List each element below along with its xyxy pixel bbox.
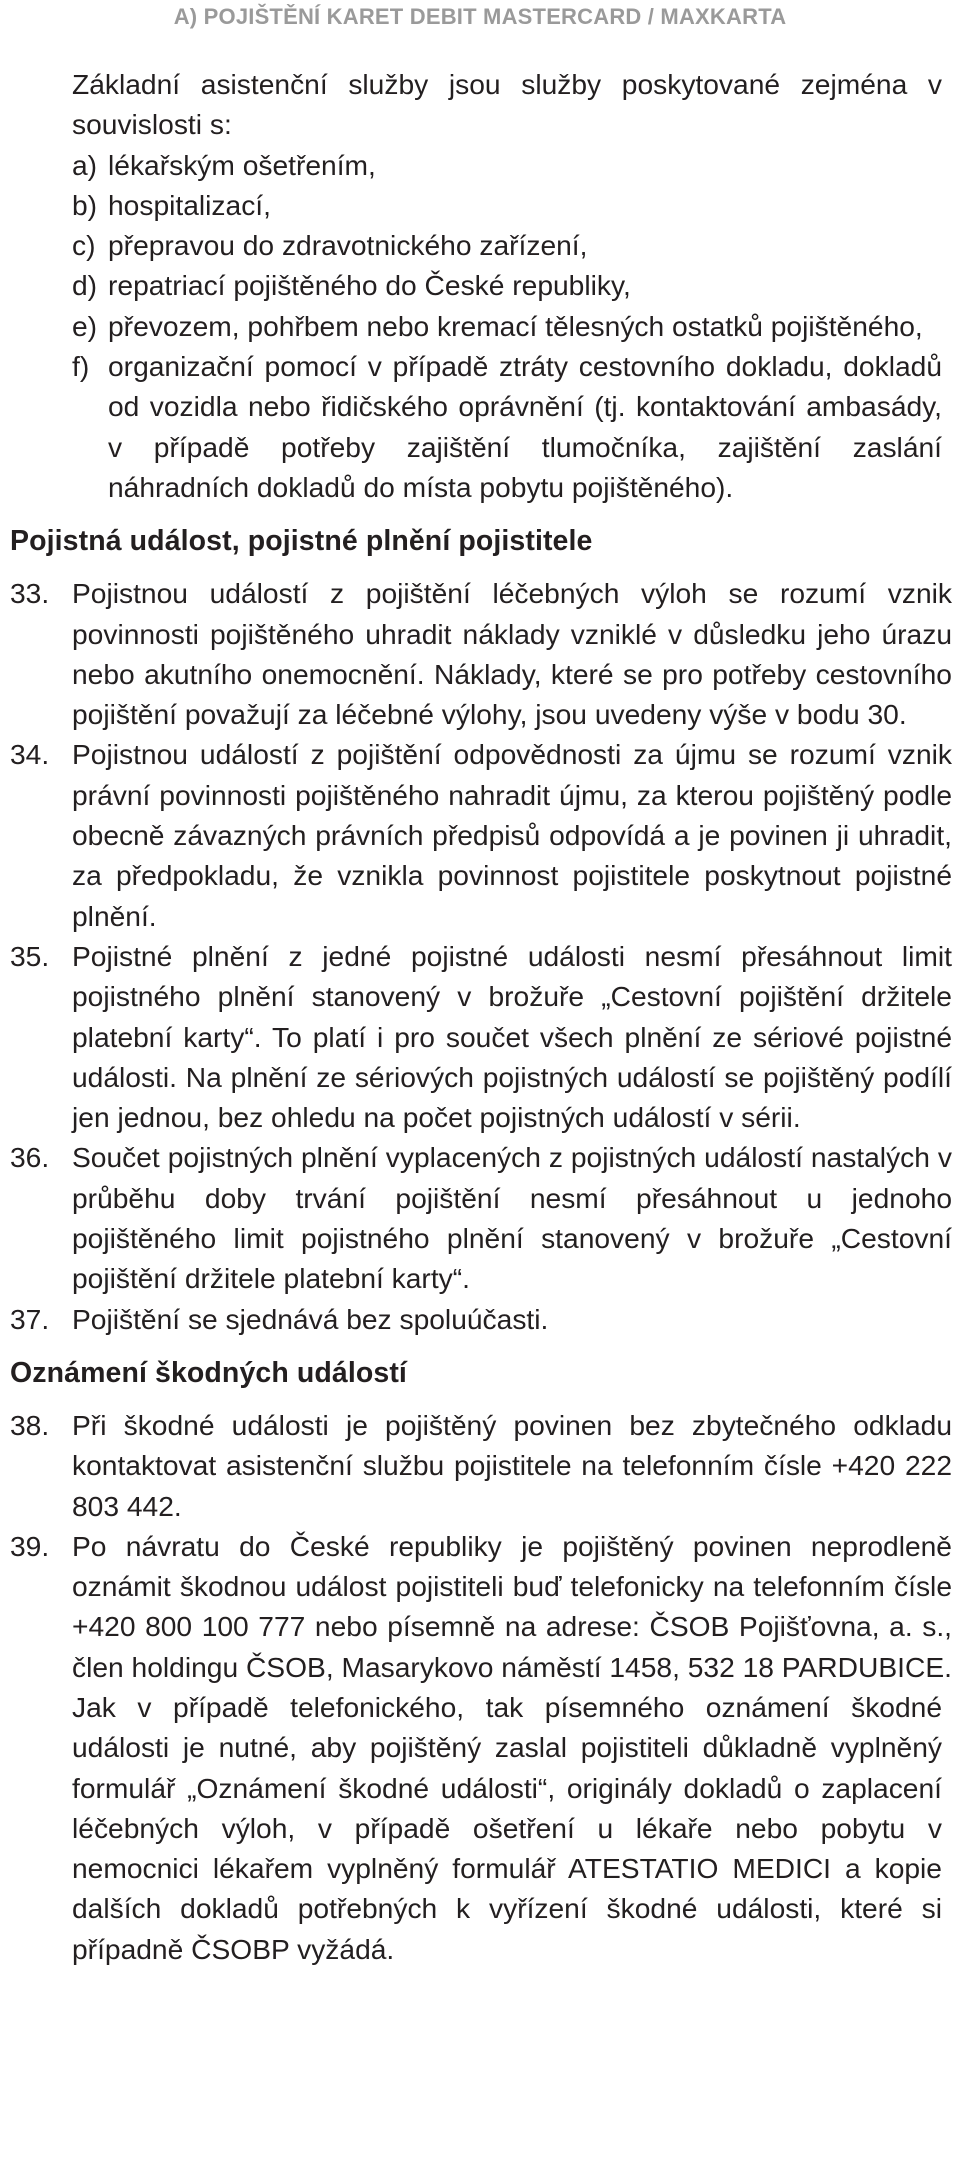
paragraph-number: 36. <box>10 1141 50 1174</box>
numbered-paragraph <box>10 1137 952 1298</box>
running-header: A) POJIŠTĚNÍ KARET DEBIT MASTERCARD / MAXKARTA <box>173 4 787 29</box>
services-intro: Základní asistenční služby jsou služby poskytované zejména v souvislosti s: <box>72 68 942 141</box>
list-item-text: repatriací pojištěného do České republiky, <box>108 269 631 302</box>
paragraph-number: 38. <box>10 1408 50 1441</box>
list-item-text: organizační pomocí v případě ztráty cestovního dokladu, dokladů od vozidla nebo řidičského oprávnění (tj. kontaktování ambasády, v případě potřeby zajištění tlumočníka, zajištění zaslání náhradních dokladů do místa pobytu pojištěného). <box>108 350 942 503</box>
list-item-label: b) <box>72 188 98 221</box>
list-item-text: hospitalizací, <box>108 188 271 221</box>
list-item-label: c) <box>72 229 96 262</box>
paragraph-number: 34. <box>10 738 50 771</box>
paragraph-text: Pojistnou událostí z pojištění léčebných výloh se rozumí vznik povinnosti pojištěného uhradit náklady vzniklé v důsledku jeho úrazu nebo akutního onemocnění. Náklady, které se pro potřeby cestovního pojištění považují za léčebné výlohy, jsou uvedeny výše v bodu 30. <box>72 577 952 731</box>
numbered-paragraph <box>10 1405 952 1526</box>
list-item <box>72 265 942 305</box>
numbered-paragraph <box>10 1526 952 1687</box>
numbered-paragraph <box>10 936 952 1137</box>
list-item-text: lékařským ošetřením, <box>108 148 376 181</box>
paragraph-text: Pojistnou událostí z pojištění odpovědnosti za újmu se rozumí vznik právní povinnosti pojištěného nahradit újmu, za kterou pojištěný podle obecně závazných právních předpisů odpovídá a je povinen ji uhradit, za předpokladu, že vznikla povinnost pojistitele poskytnout pojistné plnění. <box>72 738 952 932</box>
paragraph-text: Součet pojistných plnění vyplacených z pojistných událostí nastalých v průběhu doby trvání pojištění nesmí přesáhnout u jednoho pojištěného limit pojistného plnění stanovený v brožuře „Cestovní pojištění držitele platební karty“. <box>72 1141 952 1295</box>
list-item <box>72 145 942 185</box>
list-item-text: převozem, pohřbem nebo kremací tělesných ostatků pojištěného, <box>108 309 923 342</box>
paragraph-text: Pojištění se sjednává bez spoluúčasti. <box>72 1302 549 1335</box>
paragraph-number: 33. <box>10 577 50 610</box>
paragraph-number: 39. <box>10 1529 50 1562</box>
numbered-paragraph <box>10 1299 952 1339</box>
list-item-label: e) <box>72 309 98 342</box>
list-item <box>72 225 942 265</box>
paragraph-number: 37. <box>10 1302 50 1335</box>
paragraph-text: Při škodné události je pojištěný povinen bez zbytečného odkladu kontaktovat asistenční službu pojistitele na telefonním čísle +420 222 803 442. <box>72 1408 952 1522</box>
paragraph-number: 35. <box>10 939 50 972</box>
list-item <box>72 185 942 225</box>
numbered-paragraph <box>10 573 952 734</box>
paragraph-continuation: Jak v případě telefonického, tak písemného oznámení škodné události je nutné, aby pojištěný zaslal pojistiteli důkladně vyplněný formulář „Oznámení škodné události“, originály dokladů o zaplacení léčebných výloh, v případě ošetření u lékaře nebo pobytu v nemocnici lékařem vyplněný formulář ATESTATIO MEDICI a kopie dalších dokladů potřebných k vyřízení škodné události, které si případně ČSOBP vyžádá. <box>72 1690 942 1965</box>
document-body <box>10 64 952 1969</box>
list-item-label: d) <box>72 269 98 302</box>
services-list <box>72 145 942 508</box>
paragraph-text: Po návratu do České republiky je pojištěný povinen neprodleně oznámit škodnou událost pojistiteli buď telefonicky na telefonním čísle +420 800 100 777 nebo písemně na adrese: ČSOB Pojišťovna, a. s., člen holdingu ČSOB, Masarykovo náměstí 1458, 532 18 PARDUBICE. <box>72 1529 952 1683</box>
list-item <box>72 346 942 507</box>
list-item-label: f) <box>72 350 90 383</box>
section-heading-claims-notification: Oznámení škodných událostí <box>10 1356 407 1389</box>
section-heading-insured-event: Pojistná událost, pojistné plnění pojistitele <box>10 525 593 558</box>
numbered-paragraph <box>10 734 952 935</box>
paragraph-text: Pojistné plnění z jedné pojistné události nesmí přesáhnout limit pojistného plnění stanovený v brožuře „Cestovní pojištění držitele platební karty“. To platí i pro součet všech plnění ze sériové pojistné události. Na plnění ze sériových pojistných událostí se pojištěný podílí jen jednou, bez ohledu na počet pojistných událostí v sérii. <box>72 939 952 1134</box>
list-item <box>72 306 942 346</box>
list-item-label: a) <box>72 148 98 181</box>
list-item-text: přepravou do zdravotnického zařízení, <box>108 229 588 262</box>
